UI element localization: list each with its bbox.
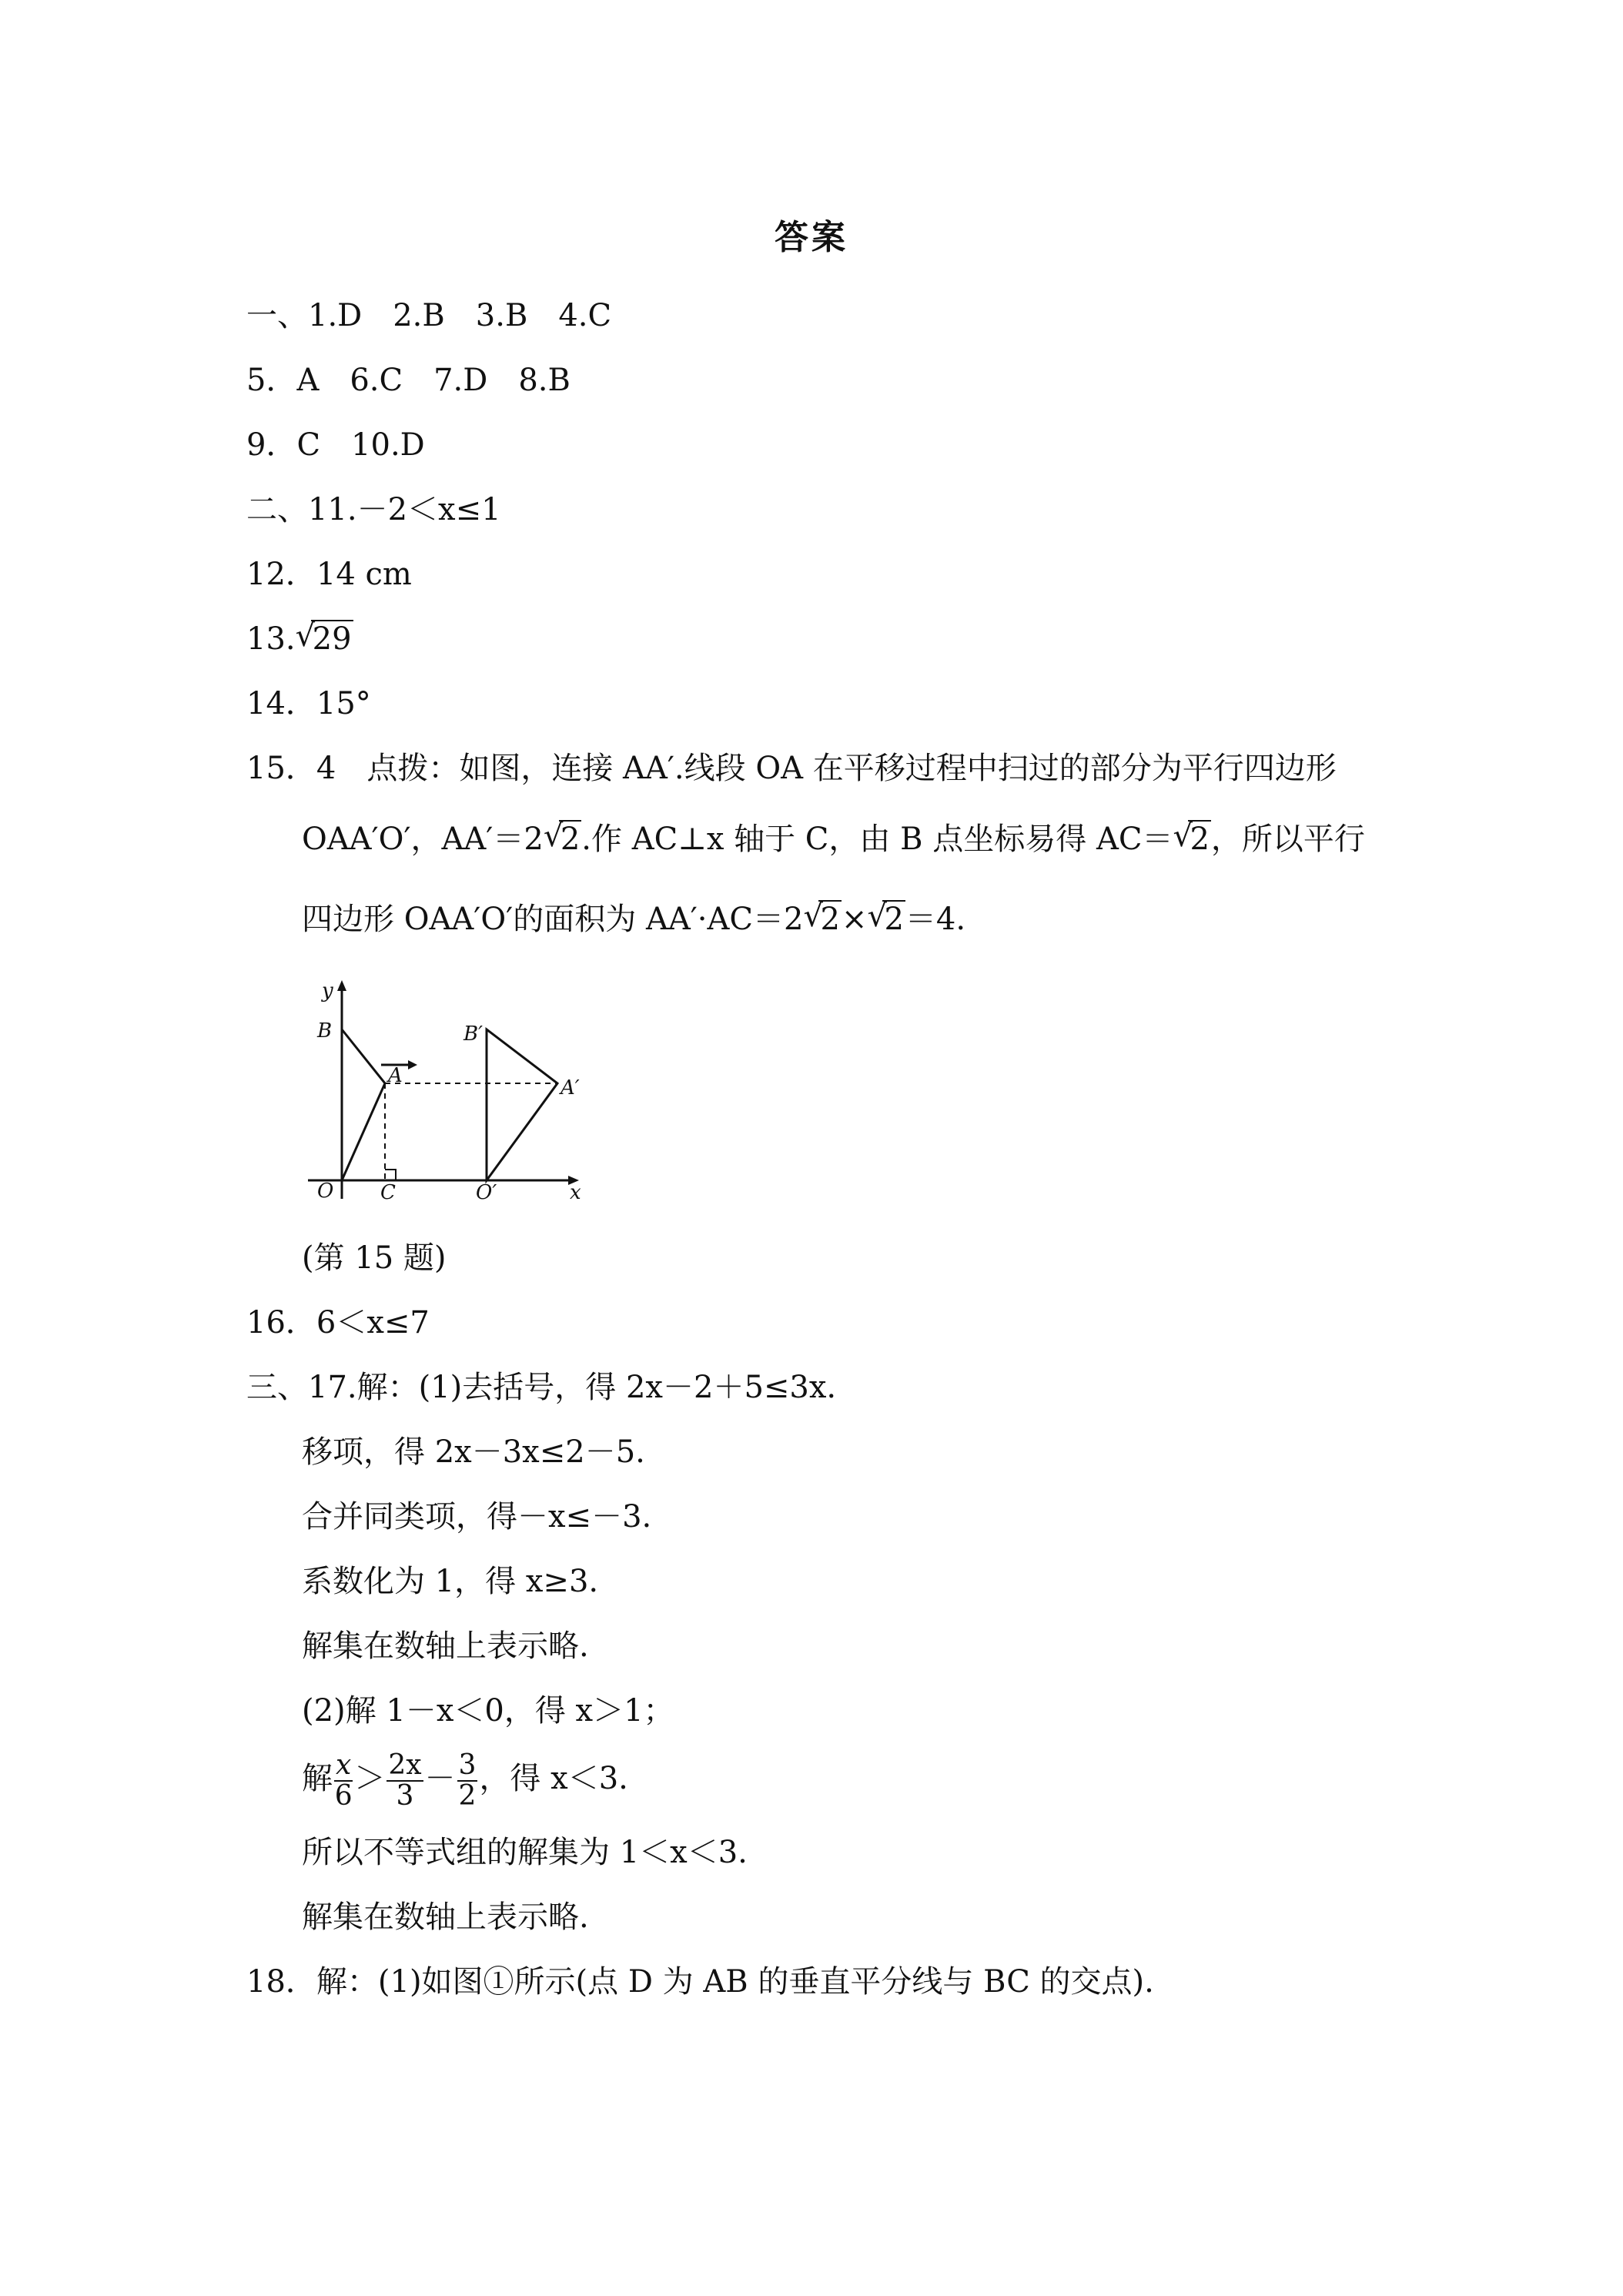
answer-17-line-3: 合并同类项，得－x≤－3. <box>302 1499 652 1535</box>
q17-l7-suffix: ，得 x＜3. <box>479 1761 628 1796</box>
page-title: 答案 <box>775 218 848 257</box>
answer-11: 二、11.－2＜x≤1 <box>246 492 501 527</box>
right-angle-mark <box>385 1170 396 1180</box>
answer-13 <box>246 621 353 658</box>
answer-16: 16．6＜x≤7 <box>246 1305 430 1340</box>
answer-14: 14．15° <box>246 686 371 721</box>
denominator: 6 <box>334 1780 353 1812</box>
numerator: 3 <box>458 1749 477 1781</box>
q17-l7-prefix: 解 <box>302 1761 333 1796</box>
label-B-prime: B′ <box>463 1022 484 1046</box>
denominator: 2 <box>458 1780 477 1812</box>
figure-15-caption: (第 15 题) <box>302 1240 447 1276</box>
label-A-prime: A′ <box>561 1076 580 1099</box>
answer-15-line-3 <box>302 901 965 938</box>
label-x: x <box>570 1181 581 1204</box>
answer-15-line-2 <box>302 821 1365 858</box>
figure-15-diagram <box>300 974 593 1205</box>
answer-12: 12．14 cm <box>246 557 412 592</box>
label-O-prime: O′ <box>476 1181 497 1204</box>
answer-13-radicand: 29 <box>312 621 352 657</box>
q17-l7-minus: － <box>424 1761 456 1796</box>
radicand: 2 <box>884 902 904 937</box>
fraction-3-over-2 <box>457 1751 478 1811</box>
q15-l2-b: .作 AC⊥x 轴于 C，由 B 点坐标易得 AC＝ <box>581 822 1173 857</box>
q15-l2-c: ，所以平行 <box>1210 822 1365 857</box>
arrow-head <box>408 1060 417 1069</box>
answer-17-line-8: 所以不等式组的解集为 1＜x＜3. <box>302 1835 748 1870</box>
radicand: 2 <box>560 822 581 857</box>
radicand: 2 <box>1190 822 1210 857</box>
answer-17-line-9: 解集在数轴上表示略. <box>302 1899 589 1935</box>
numerator: x <box>336 1749 352 1781</box>
q15-l3-a: 四边形 OAA′O′的面积为 AA′·AC＝2 <box>302 902 804 937</box>
fraction-2x-over-3 <box>387 1751 423 1811</box>
q15-l3-b: × <box>841 902 868 937</box>
denominator: 3 <box>396 1780 414 1812</box>
y-axis-arrow <box>337 980 346 991</box>
answer-17-line-2: 移项，得 2x－3x≤2－5. <box>302 1434 645 1470</box>
q15-l3-c: ＝4. <box>905 902 966 937</box>
sqrt-symbol <box>1173 821 1210 858</box>
q17-l7-gt: ＞ <box>354 1761 386 1796</box>
answer-18: 18．解：(1)如图①所示(点 D 为 AB 的垂直平分线与 BC 的交点). <box>246 1964 1154 2000</box>
answer-17-line-4: 系数化为 1，得 x≥3. <box>302 1564 599 1599</box>
label-A: A <box>388 1064 403 1087</box>
triangle-OAB-prime <box>487 1029 557 1180</box>
radicand: 2 <box>820 902 840 937</box>
label-y: y <box>322 979 333 1002</box>
triangle-OAB <box>342 1029 385 1180</box>
answer-13-prefix: 13. <box>246 621 296 657</box>
answer-row-2: 5．A 6.C 7.D 8.B <box>246 363 571 398</box>
sqrt-symbol <box>867 901 905 938</box>
label-B: B <box>317 1019 333 1043</box>
sqrt-symbol <box>296 621 353 658</box>
q15-l2-a: OAA′O′，AA′＝2 <box>302 822 544 857</box>
sqrt-symbol <box>544 821 581 858</box>
answer-row-1: 一、1.D 2.B 3.B 4.C <box>246 298 612 333</box>
answer-17-line-6: (2)解 1－x＜0，得 x＞1； <box>302 1693 674 1729</box>
answer-row-3: 9．C 10.D <box>246 427 425 463</box>
fraction-x-over-6 <box>334 1751 353 1811</box>
label-O: O <box>317 1180 334 1203</box>
answer-17-head: 三、17.解：(1)去括号，得 2x－2＋5≤3x. <box>246 1370 837 1405</box>
answer-15-line-1: 15．4 点拨：如图，连接 AA′.线段 OA 在平移过程中扫过的部分为平行四边形 <box>246 751 1337 786</box>
answer-17-line-7 <box>302 1748 628 1811</box>
label-C: C <box>380 1181 396 1204</box>
numerator: 2x <box>388 1749 422 1781</box>
answer-17-line-5: 解集在数轴上表示略. <box>302 1628 589 1664</box>
sqrt-symbol <box>803 901 841 938</box>
